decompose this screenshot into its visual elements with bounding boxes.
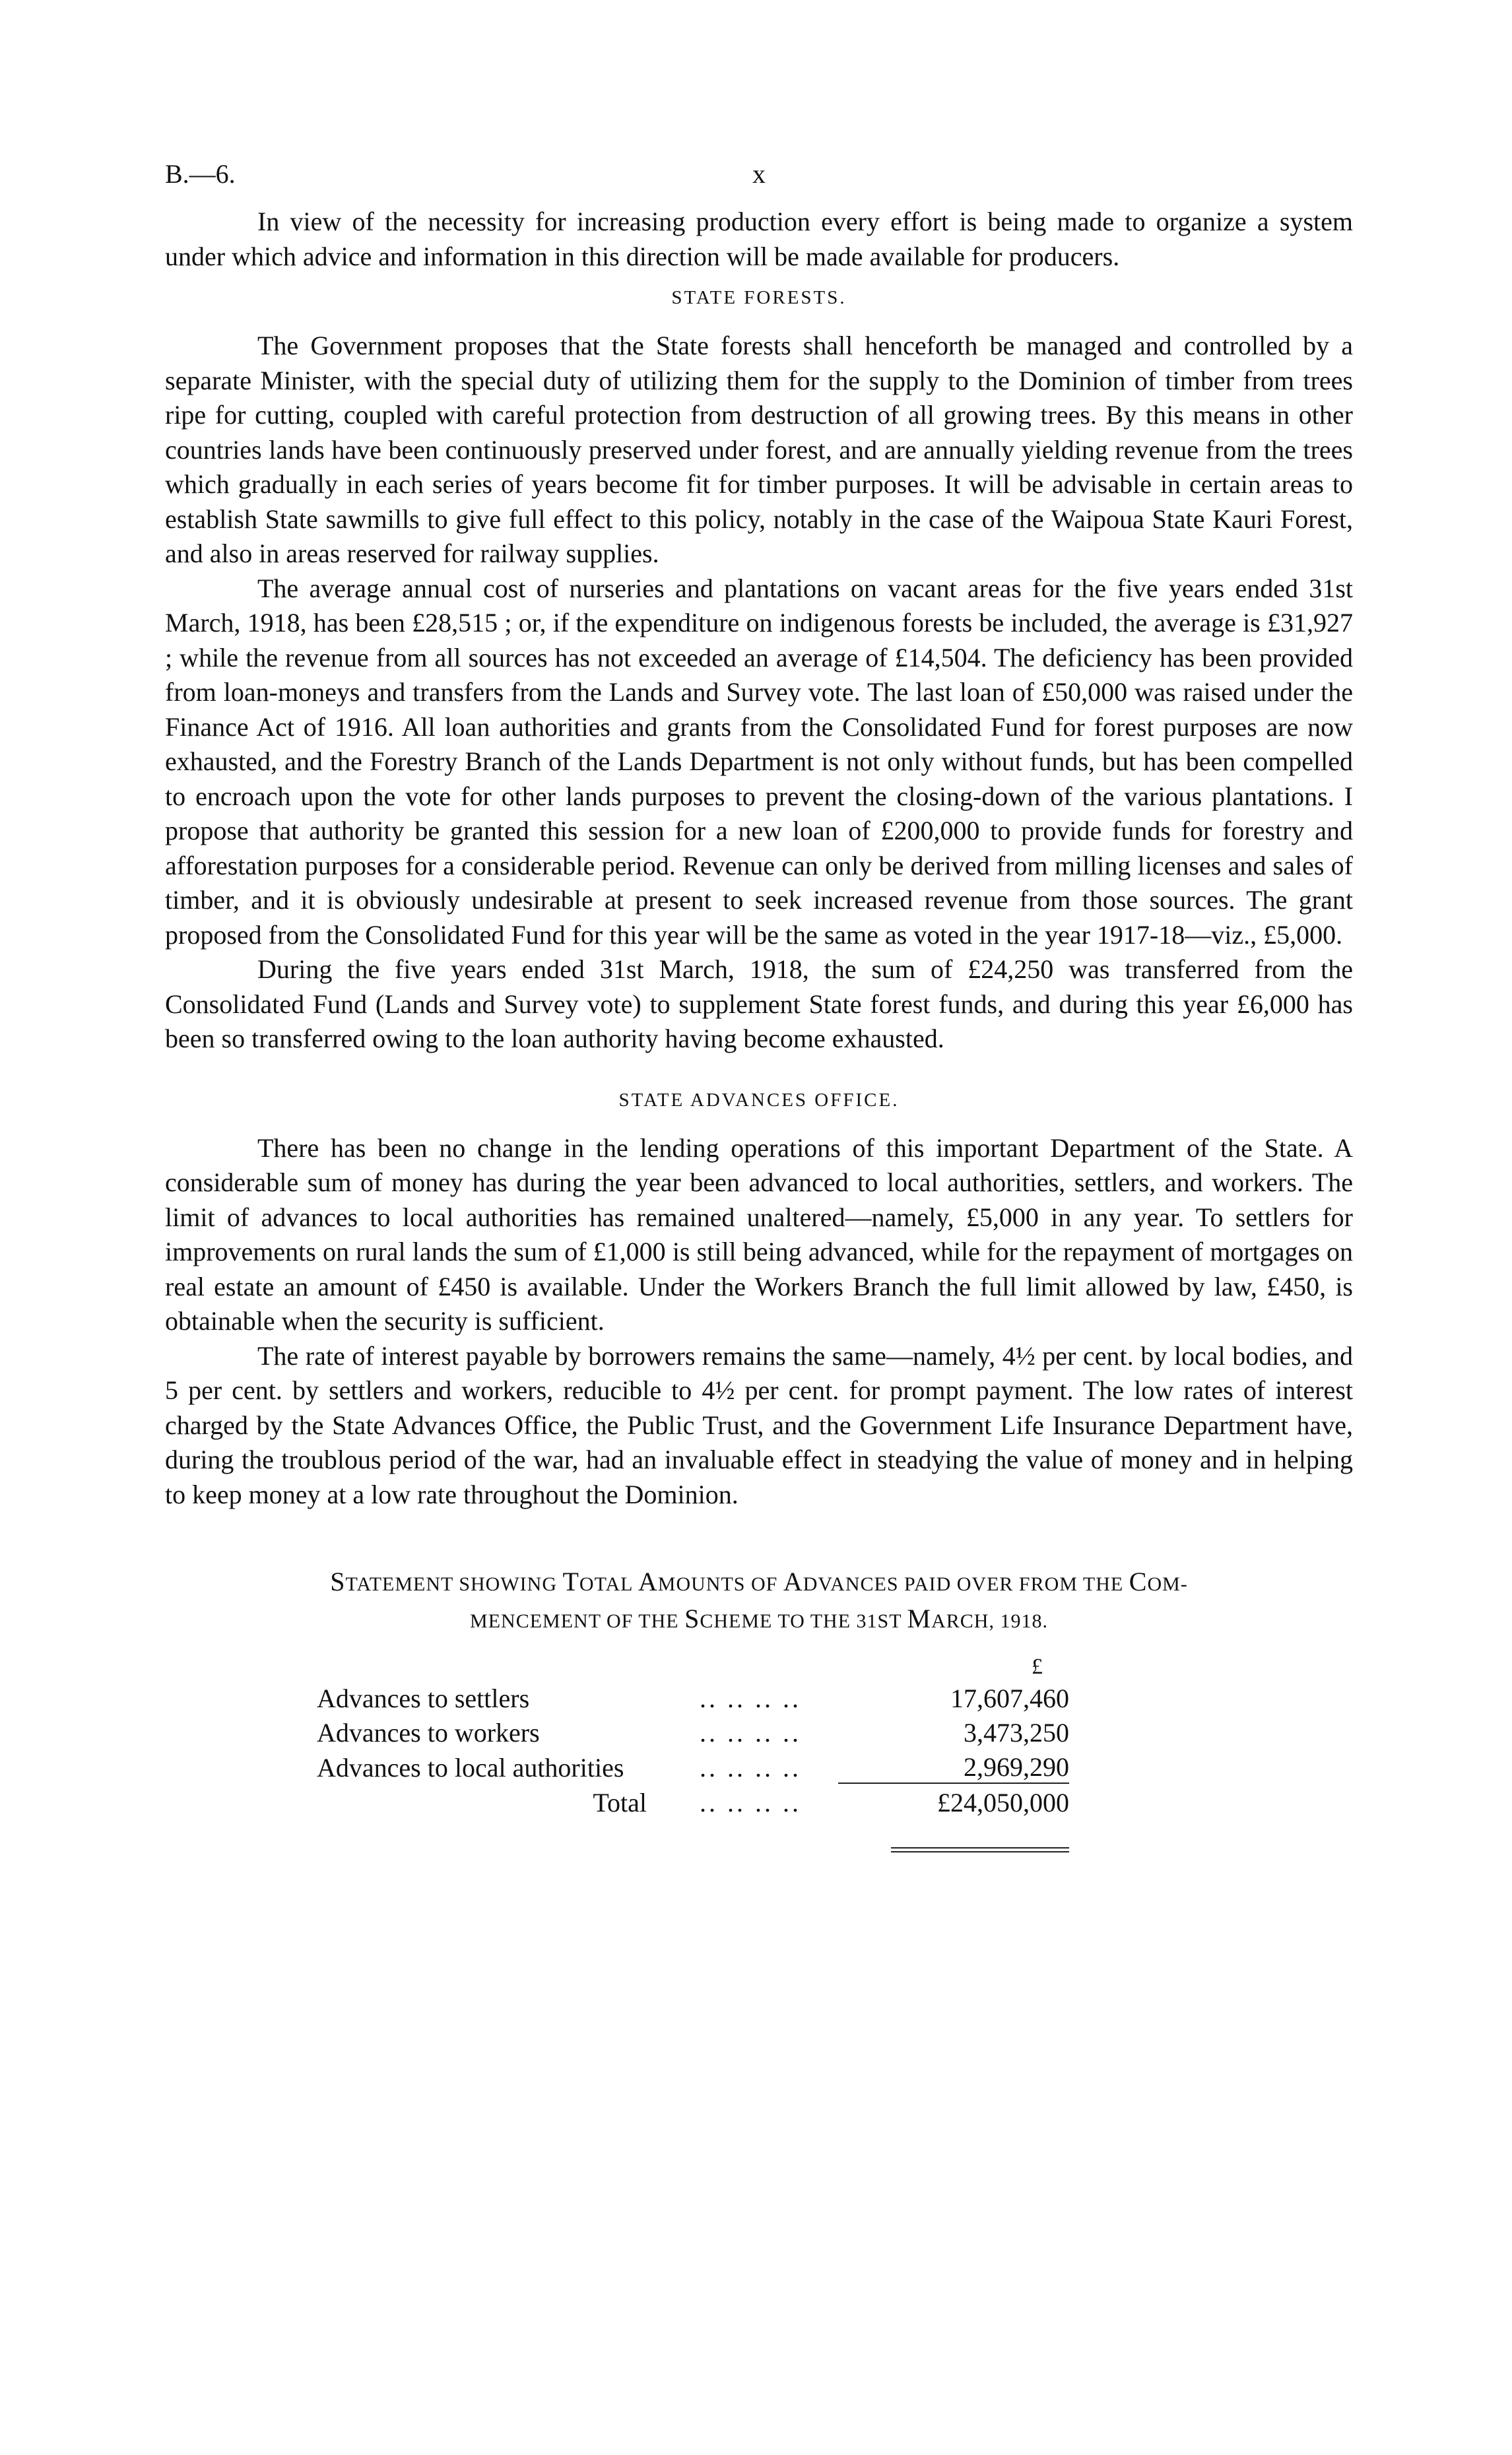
leader-dots: .. .. .. .. [700,1684,801,1713]
leader-dots: .. .. .. .. [700,1788,801,1817]
advances-paragraph-2: The rate of interest payable by borrowers remains the same—namely, 4½ per cent. by local bodies, and 5 per cent. by settlers and workers, reducible to 4½ per cent. for prompt payment. The low rates of interest charged by the State Advances Office, the Public Trust, and the Government Life Insurance Department have, during the troublous period of the war, had an invaluable effect in steadying the value of money and in helping to keep money at a low rate throughout the Dominion. [165,1340,1353,1509]
advances-statement-table [317,1645,1069,1852]
total-amount: £24,050,000 [838,1783,1069,1818]
row-amount: 17,607,460 [950,1684,1069,1713]
intro-paragraph: In view of the necessity for increasing production every effort is being made to organize a system under which advice and information in this direction will be made available for producers. [165,207,1353,271]
row-amount: 3,473,250 [964,1718,1069,1748]
row-label: Advances to settlers [317,1684,530,1713]
double-rule-divider [891,1847,1069,1852]
row-amount: 2,969,290 [964,1752,1069,1782]
total-row [317,1783,1069,1818]
page-number: x [752,159,766,189]
leader-dots: .. .. .. .. [700,1753,801,1783]
table-row [317,1748,1069,1783]
table-row [317,1680,1069,1714]
unit-row [317,1645,1069,1680]
table-row [317,1714,1069,1748]
statement-title: STATEMENT SHOWING TOTAL AMOUNTS OF ADVANCES PAID OVER FROM THE COM- MENCEMENT OF THE SCHEME TO THE 31ST MARCH, 1918. [330,1567,1188,1633]
row-label: Advances to workers [317,1718,540,1748]
forests-paragraph-1: The Government proposes that the State forests shall henceforth be managed and controlled by a separate Minister, with the special duty of utilizing them for the supply to the Dominion of timber from trees ripe for cutting, coupled with careful protection from destruction of all growing trees. By this means in other countries lands have been continuously preserved under forest, and are annually yielding revenue from the trees which gradually in each series of years become fit for timber purposes. It will be advisable in certain areas to establish State sawmills to give full effect to this policy, notably in the case of the Waipoua State Kauri Forest, and also in areas reserved for railway supplies. [165,331,1353,568]
page-header [165,158,1353,205]
parliamentary-paper-ref: B.—6. [165,159,236,189]
currency-unit: £ [1032,1654,1043,1679]
row-label: Advances to local authorities [317,1753,624,1783]
forests-paragraph-3: During the five years ended 31st March, 1918, the sum of £24,250 was transferred from the Consolidated Fund (Lands and Survey vote) to supplement State forest funds, and during this year £6,000 has been so transferred owing to the loan authority having become exhausted. [165,954,1353,1053]
total-label: Total [593,1788,647,1817]
document-page [165,158,1353,1852]
leader-dots: .. .. .. .. [700,1718,801,1748]
section-heading-state-advances: STATE ADVANCES OFFICE. [618,1089,900,1111]
section-heading-state-forests: STATE FORESTS. [671,287,847,308]
forests-paragraph-2: The average annual cost of nurseries and plantations on vacant areas for the five years ended 31st March, 1918, has been £28,515 ; or, if the expenditure on indigenous forests be included, the average is £31,927 ; while the revenue from all sources has not exceeded an average of £14,504. The deficiency has been provided from loan-moneys and transfers from the Lands and Survey vote. The last loan of £50,000 was raised under the Finance Act of 1916. All loan authorities and grants from the Consolidated Fund for forest purposes are now exhausted, and the Forestry Branch of the Lands Department is not only without funds, but has been compelled to encroach upon the vote for other lands purposes to prevent the closing-down of the various plantations. I propose that authority be granted this session for a new loan of £200,000 to provide funds for forestry and afforestation purposes for a considerable period. Revenue can only be derived from milling licenses and sales of timber, and it is obviously undesirable at present to seek increased revenue from those sources. The grant proposed from the Consolidated Fund for this year will be the same as voted in the year 1917-18—viz., £5,000. [165,573,1353,950]
advances-paragraph-1: There has been no change in the lending operations of this important Department of the State. A considerable sum of money has during the year been advanced to local authorities, settlers, and workers. The limit of advances to local authorities has remained unaltered—namely, £5,000 in any year. To settlers for improvements on rural lands the sum of £1,000 is still being advanced, while for the repayment of mortgages on real estate an amount of £450 is available. Under the Workers Branch the full limit allowed by law, £450, is obtainable when the security is sufficient. [165,1132,1353,1336]
